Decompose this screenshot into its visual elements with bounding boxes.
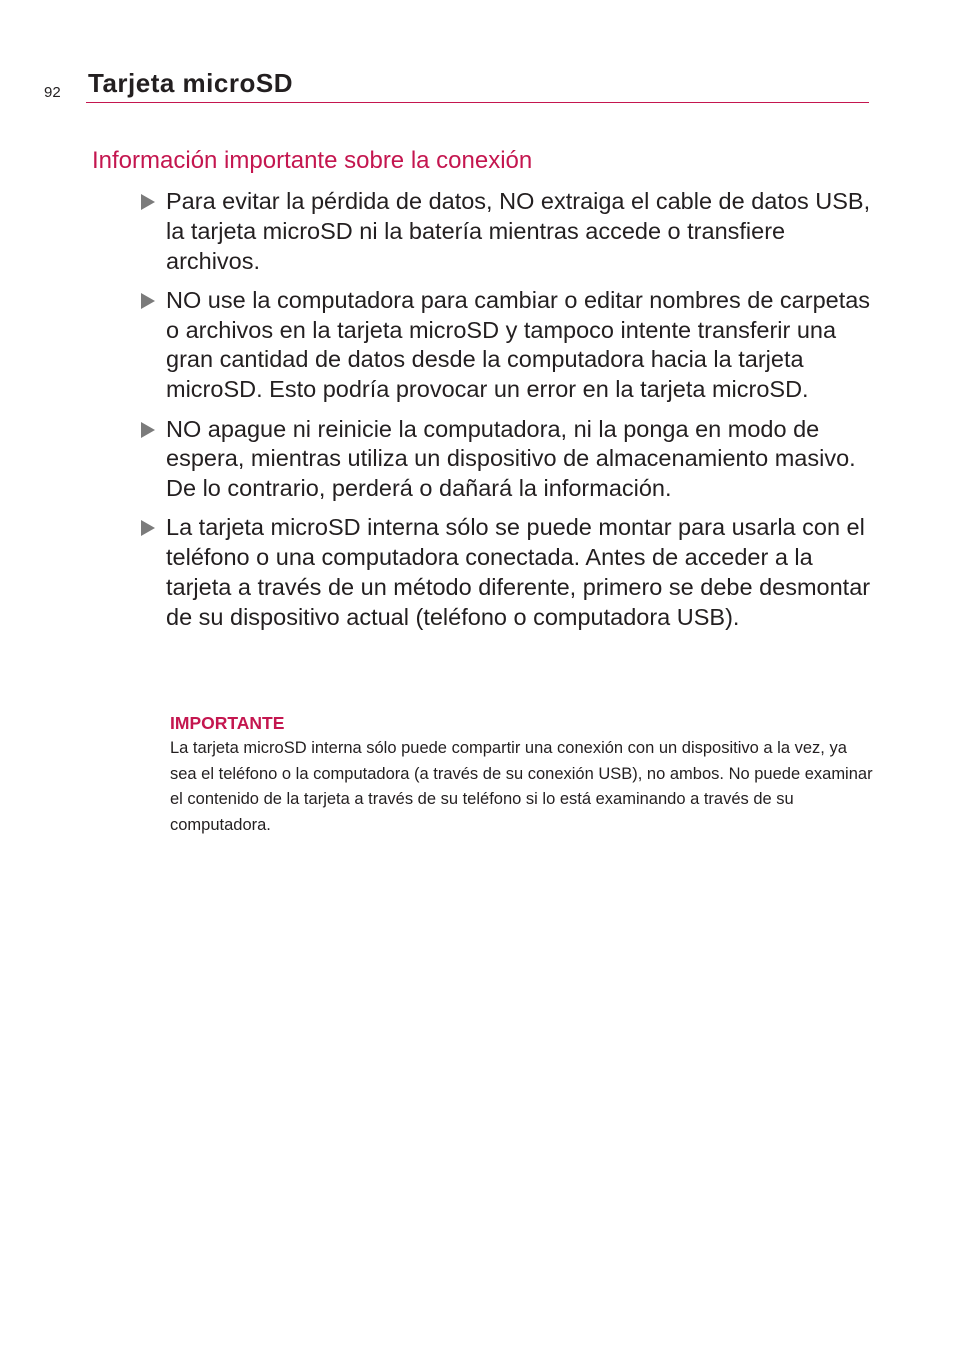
note-text: La tarjeta microSD interna sólo puede compartir una conexión con un dispositivo a la vez, ya sea el teléfono o la computadora (a través de su conexión USB), no ambos. No puede examinar el contenido de la tarjeta a través de su teléfono si lo está examinando a través de su computadora.	[170, 739, 873, 834]
list-item	[0, 513, 954, 632]
triangle-right-icon	[141, 194, 155, 210]
list-item-text: NO apague ni reinicie la computadora, ni la ponga en modo de espera, mientras utiliza un dispositivo de almacenamiento masivo. De lo contrario, perderá o dañará la información.	[166, 415, 856, 502]
bullet-list	[0, 187, 954, 642]
section-heading: Información importante sobre la conexión	[92, 147, 533, 174]
list-item	[0, 187, 954, 276]
important-note	[170, 711, 876, 838]
header-divider	[86, 102, 869, 103]
note-label: IMPORTANTE	[170, 713, 285, 733]
triangle-right-icon	[141, 293, 155, 309]
page-section-title: Tarjeta microSD	[88, 68, 293, 98]
list-item	[0, 415, 954, 504]
list-item	[0, 286, 954, 405]
list-item-text: NO use la computadora para cambiar o editar nombres de carpetas o archivos en la tarjeta microSD y tampoco intente transferir una gran cantidad de datos desde la computadora hacia la tarjeta microSD. Esto podría provocar un error en la tarjeta microSD.	[166, 286, 871, 403]
page-number: 92	[44, 84, 61, 101]
list-item-text: Para evitar la pérdida de datos, NO extraiga el cable de datos USB, la tarjeta microSD ni la batería mientras accede o transfiere archivos.	[166, 188, 871, 274]
triangle-right-icon	[141, 520, 155, 536]
triangle-right-icon	[141, 422, 155, 438]
list-item-text: La tarjeta microSD interna sólo se puede montar para usarla con el teléfono o una computadora conectada. Antes de acceder a la tarjeta a través de un método diferente, primero se debe desmontar de su dispositivo actual (teléfono o computadora USB).	[166, 514, 871, 630]
